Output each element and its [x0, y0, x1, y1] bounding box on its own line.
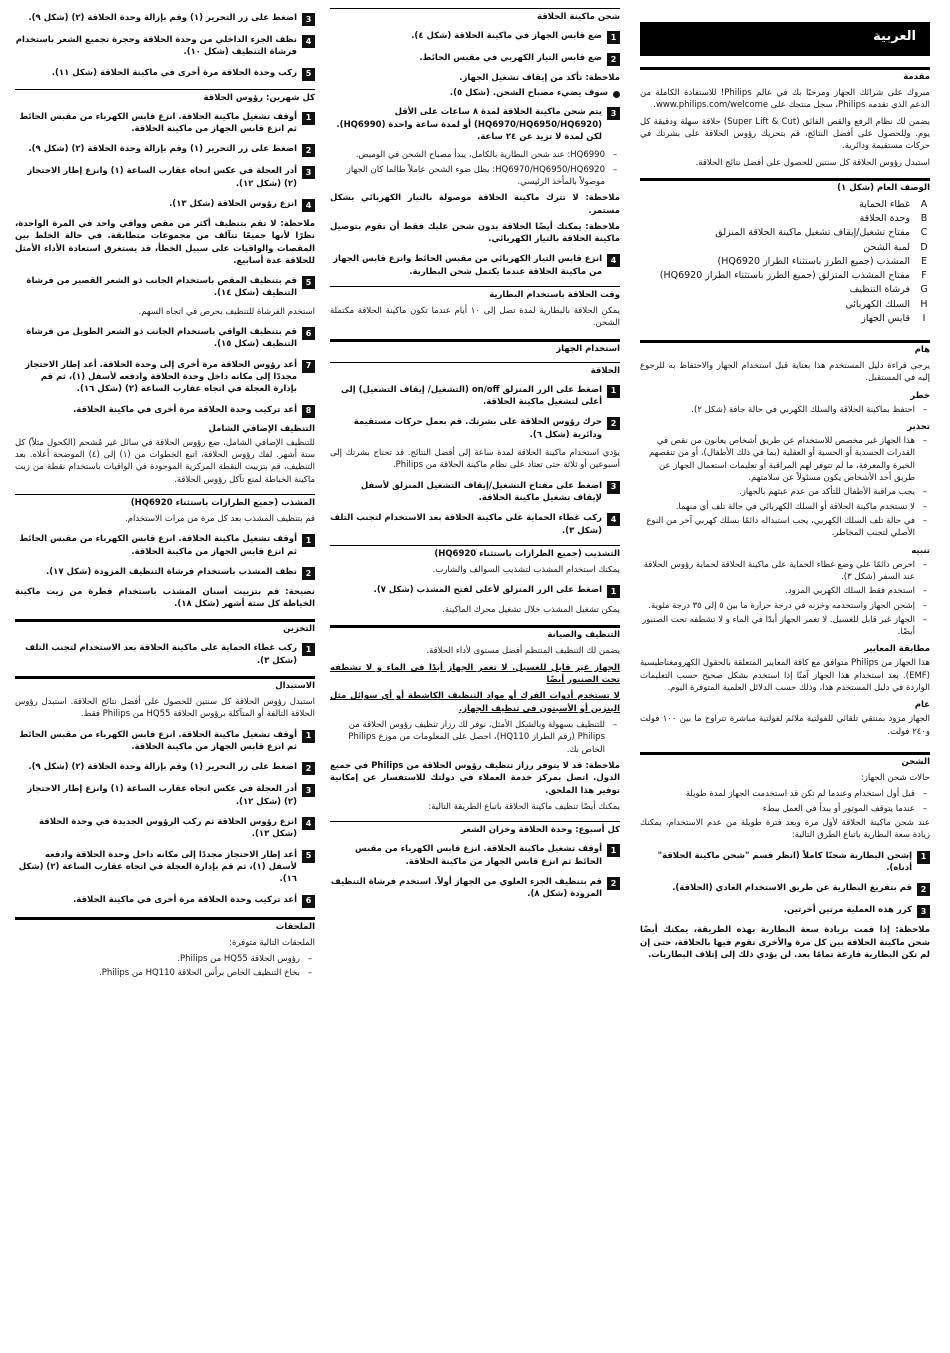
paragraph: عند شحن ماكينة الحلاقة لأول مرة وبعد فترة طويلة من عدم الاستخدام، يمكنك زيادة سعة البطارية باتباع الطرق التالية: [640, 817, 930, 841]
part-item [640, 269, 930, 283]
list-item: – للتنظيف بسهولة وبالشكل الأمثل، نوفر لك رزاز تنظيف رؤوس الحلاقة من Philips (رقم الطراز HQ110)، احصل على المعلومات من موزع Philips الخاص بك. [330, 719, 620, 756]
dash-icon: – [922, 501, 928, 512]
part-item [640, 298, 930, 312]
paragraph: استخدم الفرشاة للتنظيف بحرص في اتجاه السهم. [138, 306, 315, 317]
step: 1 إشحن البطارية شحنًا كاملاً (انظر قسم "شحن ماكينة الحلاقة" أدناه). [640, 850, 930, 875]
step: 7 أعد رؤوس الحلاقة مرة أخرى إلى وحدة الحلاقة. أعد إطار الاحتجاز مجددًا إلى مكانه داخل وحدة الحلاقة وادفعه لأسفل (١)، ثم قم بإدارة العجلة في اتجاه عقارب الساعة (٢) (شكل ١٦). [15, 359, 315, 396]
part-label: السلك الكهربائي [845, 298, 910, 310]
step-number: 1 [607, 844, 620, 857]
list-item: – الجهاز غير قابل للغسيل. لا تغمر الجهاز أبدًا في الماء و لا تشطفه تحت الصنبور أيضًا. [640, 614, 930, 639]
step: 2 قم بتنظيف الجزء العلوي من الجهاز أولاً. استخدم فرشاة التنظيف المزودة (شكل ٨). [330, 876, 620, 901]
step-number: 4 [302, 817, 315, 830]
step-number: 1 [302, 112, 315, 125]
part-letter: E [920, 255, 927, 267]
paragraph: الملحقات التالية متوفرة: [229, 937, 315, 948]
paragraph: حالات شحن الجهاز: [860, 773, 930, 783]
step-number: 2 [607, 53, 620, 66]
step: 5 ركب وحدة الحلاقة مرة أخرى في ماكينة الحلاقة (شكل ١١). [15, 67, 315, 81]
step-number: 5 [302, 68, 315, 81]
step: 1 أوقف تشغيل ماكينة الحلاقة. انزع قابس الكهرباء من مقبس الحائط ثم انزع قابس الجهاز من ماكينة الحلاقة. [15, 729, 315, 754]
step-number: 4 [302, 35, 315, 48]
section-heading: شحن ماكينة الحلاقة [330, 8, 620, 22]
step: 3 كرر هذه العملية مرتين أخرتين. [640, 904, 930, 918]
step-number: 3 [607, 107, 620, 120]
list-item: – بخاخ التنظيف الخاص برأس الحلاقة HQ110 من Philips. [15, 967, 315, 979]
step-number: 4 [302, 199, 315, 212]
part-letter: B [920, 213, 928, 225]
step: 6 قم بتنظيف الواقي باستخدام الجانب ذو الشعر الطويل من فرشاة التنظيف (شكل ١٥). [15, 326, 315, 351]
step: 2 حرك رؤوس الحلاقة على بشرتك. قم بعمل حركات مستقيمة ودائرية (شكل ٦). [330, 416, 620, 441]
step-number: 6 [302, 895, 315, 908]
subheading: تنبيه [911, 545, 930, 556]
section-heading: مقدمة [640, 67, 930, 82]
list-item: – قبل أول استخدام وعندما لم تكن قد استخدمت الجهاز لمدة طويلة [640, 788, 930, 800]
dash-icon: – [922, 487, 928, 498]
note: ملاحظة: قد لا يتوفر رزاز تنظيف رؤوس الحلاقة من Philips في جميع الدول. اتصل بمركز خدمة العملاء في دولتك للاستفسار عن إمكانية توفير هذا الملحق. [330, 760, 621, 796]
step: 1 أوقف تشغيل ماكينة الحلاقة. انزع قابس الكهرباء من مقبس الحائط ثم انزع قابس الجهاز من ماكينة الحلاقة. [330, 843, 620, 868]
list-item: – رؤوس الحلاقة HQ55 من Philips. [15, 953, 315, 965]
subsection-heading: التشذيب (جميع الطرازات باستثناء HQ6920) [330, 545, 620, 559]
bullet-icon [613, 91, 620, 98]
part-item [640, 198, 930, 212]
parts-list [640, 198, 930, 326]
note: ملاحظة: لا تقم بتنظيف أكثر من مقص وواقي واحد في المرة الواحدة، نظرًا لأنها جميعًا تتآلف من مجموعات متطابقة. في حالة الخلط بين المقصات والواقيات على سبيل الخطأ، قد يستغرق استعادة الأداء الأمثل للحلاقة عدة أسابيع. [15, 218, 315, 266]
paragraph: يؤدي استخدام ماكينة الحلاقة لمدة ساعة إلى أفضل النتائج. قد تحتاج بشرتك إلى أسبوعين أو ثلاثة حتى تعتاد على نظام ماكينة الحلاقة من Philips. [330, 447, 620, 471]
paragraph: الجهاز مزود بمنتقي تلقائي للفولتية ملائم لفولتية مباشرة تتراوح ما بين ١٠٠ فولت و٢٤٠ فولت. [640, 714, 930, 737]
note: ملاحظة: تأكد من إيقاف تشغيل الجهاز. [459, 73, 620, 83]
step-number: 1 [302, 534, 315, 547]
paragraph: يمكن الحلاقة بالبطارية لمدة تصل إلى ١٠ أيام عندما تكون ماكينة الحلاقة مكتملة الشحن. [330, 306, 620, 329]
step: 2 اضغط على زر التحرير (١) وقم بإزالة وحدة الحلاقة (٢) (شكل ٩). [15, 761, 315, 775]
column-1 [640, 0, 930, 1353]
part-label: المشذب (جميع الطرز باستثناء الطراز HQ6920) [717, 255, 910, 267]
step: 4 ركب غطاء الحماية على ماكينة الحلاقة بعد الاستخدام لتجنب التلف (شكل ٣). [330, 512, 620, 537]
step: 4 نظف الجزء الداخلي من وحدة الحلاقة وحجرة تجميع الشعر باستخدام فرشاة التنظيف (شكل ١٠). [15, 34, 315, 59]
step: 5 قم بتنظيف المقص باستخدام الجانب ذو الشعر القصير من فرشاة التنظيف (شكل ١٤). [15, 275, 315, 300]
step-number: 3 [917, 905, 930, 918]
column-3 [15, 0, 315, 1353]
subsection-heading: كل شهرين: رؤوس الحلاقة [15, 89, 315, 103]
paragraph: يمكنك أيضًا تنظيف ماكينة الحلاقة باتباع الطريقة التالية: [428, 801, 620, 812]
part-item [640, 212, 930, 226]
list-item: – احرص دائمًا على وضع غطاء الحماية على ماكينة الحلاقة لحماية رؤوس الحلاقة عند السفر (شكل ٣). [640, 559, 930, 584]
list-item: – HQ6970/HQ6950/HQ6920: يظل ضوء الشحن عاملاً طالما كان الجهاز موصولاً بالمأخذ الرئيسي. [330, 164, 620, 189]
step-number: 1 [302, 643, 315, 656]
step: 1 ضع قابس الجهاز في ماكينة الحلاقة (شكل ٤). [330, 30, 620, 44]
section-heading: الشحن [640, 752, 930, 767]
dash-icon: – [922, 600, 928, 611]
step: 1 أوقف تشغيل ماكينة الحلاقة. انزع قابس الكهرباء من مقبس الحائط ثم انزع قابس الجهاز من ماكينة الحلاقة. [15, 533, 315, 558]
step: 3 اضغط على زر التحرير (١) وقم بإزالة وحدة الحلاقة (٢) (شكل ٩). [15, 12, 315, 26]
paragraph: يرجى قراءة دليل المستخدم هذا بعناية قبل استخدام الجهاز والاحتفاظ به للرجوع إليه في المستقبل. [640, 361, 930, 384]
step-number: 4 [607, 513, 620, 526]
step: 4 انزع رؤوس الحلاقة (شكل ١٣). [15, 198, 315, 212]
step-number: 3 [302, 13, 315, 26]
part-letter: H [920, 298, 928, 310]
subsection-heading: كل أسبوع: وحدة الحلاقة وخزان الشعر [330, 821, 620, 835]
part-item [640, 312, 930, 326]
step-number: 8 [302, 405, 315, 418]
subheading: تحذير [907, 422, 930, 433]
step-number: 5 [302, 850, 315, 863]
note: ملاحظة: يمكنك أيضًا الحلاقة بدون شحن عليك فقط أن تقوم بتوصيل ماكينة الحلاقة بالتيار الكهربائي. [330, 221, 620, 245]
dash-icon: – [612, 720, 618, 730]
warning-text: الجهاز غير قابل للغسيل. لا تغمر الجهاز أبدًا في الماء و لا تشطفه تحت الصنبور أيضًا [330, 662, 620, 686]
step-number: 1 [607, 31, 620, 44]
dash-icon: – [922, 404, 928, 415]
column-2 [330, 0, 620, 1353]
dash-icon: – [922, 559, 928, 570]
step-number: 2 [302, 567, 315, 580]
list-item: – احتفظ بماكينة الحلاقة والسلك الكهربي في حالة جافة (شكل ٢). [640, 404, 930, 416]
step: 4 انزع قابس التيار الكهربائي من مقبس الحائط وانزع قابس الجهاز من ماكينة الحلاقة عندما يكتمل شحن البطارية. [330, 253, 620, 278]
step: 1 أوقف تشغيل ماكينة الحلاقة. انزع قابس الكهرباء من مقبس الحائط ثم انزع قابس الجهاز من ماكينة الحلاقة. [15, 111, 315, 136]
subheading: مطابقة المعايير [864, 644, 930, 655]
step-number: 1 [607, 385, 620, 398]
part-item [640, 226, 930, 240]
step: 2 اضغط على زر التحرير (١) وقم بإزالة وحدة الحلاقة (٢) (شكل ٩). [15, 143, 315, 157]
section-heading: هام [640, 340, 930, 355]
subheading: عام [914, 700, 930, 711]
step-number: 7 [302, 360, 315, 373]
list-item: – في حالة تلف السلك الكهربي، يجب استبداله دائمًا بسلك كهربي آخر من النوع الأصلي لتجنب المخاطر. [640, 515, 930, 540]
subsection-heading: المشذب (جميع الطرازات باستثناء HQ6920) [15, 494, 315, 508]
step: 6 أعد تركيب وحدة الحلاقة مرة أخرى في ماكينة الحلاقة. [15, 894, 315, 908]
section-heading: الاستبدال [15, 676, 315, 691]
part-letter: G [920, 284, 928, 296]
dash-icon: – [307, 968, 313, 979]
tip: نصيحة: قم بتزييت أسنان المشذب باستخدام قطرة من زيت ماكينة الخياطة كل ستة أشهر (شكل ١٨). [15, 586, 315, 610]
part-label: وحدة الحلاقة [859, 213, 910, 225]
step-number: 2 [302, 762, 315, 775]
section-heading: استخدام الجهاز [330, 339, 620, 354]
dash-icon: – [922, 789, 928, 800]
dash-icon: – [612, 164, 618, 175]
section-heading: التخزين [15, 619, 315, 634]
step-number: 6 [302, 327, 315, 340]
part-item [640, 241, 930, 255]
list-item: – لا تستخدم ماكينة الحلاقة أو السلك الكهربائي في حالة تلف أي منهما. [640, 501, 930, 513]
subheading: خطر [910, 390, 930, 401]
intro-paragraph: يضمن لك نظام الرفع والقص الفائق (Super Lift & Cut) حلاقة سهلة ودقيقة كل يوم. وللحصول على أفضل النتائج، قم بتحريك رؤوس الحلاقة على بشرتك في حركات مستقيمة ودائرية. [640, 116, 930, 152]
step: 2 قم بتفريغ البطارية عن طريق الاستخدام العادي (الحلاقة). [640, 882, 930, 896]
step-number: 3 [302, 166, 315, 179]
bullet-item: سوف يضيء مصباح الشحن. (شكل ٥). [330, 88, 620, 98]
paragraph: قم بتنظيف المشذب بعد كل مرة من مرات الاستخدام. [125, 513, 315, 524]
step: 2 نظف المشذب باستخدام فرشاة التنظيف المزودة (شكل ١٧). [15, 566, 315, 580]
part-label: مفتاح تشغيل/إيقاف تشغيل ماكينة الحلاقة المنزلق [715, 227, 910, 239]
dash-icon: – [922, 515, 928, 526]
part-label: غطاء الحماية [859, 198, 910, 210]
step: 1 اضغط على الزر المنزلق on/off (التشغيل/ إيقاف التشغيل) إلى أعلى لتشغيل ماكينة الحلاقة. [330, 384, 620, 409]
step: 4 انزع رؤوس الحلاقة ثم ركب الرؤوس الجديدة في وحدة الحلاقة (شكل ١٣). [15, 816, 315, 841]
step: 1 ركب غطاء الحماية على ماكينة الحلاقة بعد الاستخدام لتجنب التلف (شكل ٣). [15, 642, 315, 667]
part-label: فرشاة التنظيف [849, 284, 910, 296]
dash-icon: – [922, 586, 928, 597]
dash-icon: – [922, 614, 928, 625]
section-heading: الوصف العام (شكل ١) [640, 178, 930, 193]
note: ملاحظة: إذا قمت بزيادة سعة البطارية بهذه الطريقة، يمكنك أيضًا شحن ماكينة الحلاقة بين كل مرة والأخرى تقوم فيها بالحلاقة، حتى إن لم تكن البطارية فارغة تمامًا بعد. لن يؤدي ذلك إلى إتلاف البطاريات. [640, 925, 930, 960]
part-item [640, 255, 930, 269]
list-item: – عندما يتوقف الموتور أو يبدأ في العمل ببطء [640, 803, 930, 815]
paragraph: يضمن لك التنظيف المنتظم أفضل مستوى لأداء الحلاقة. [426, 646, 620, 657]
section-heading: وقت الحلاقة باستخدام البطارية [330, 286, 620, 300]
dash-icon: – [307, 953, 313, 964]
part-label: قابس الجهاز [861, 312, 910, 324]
dash-icon: – [922, 803, 928, 814]
step: 3 أدر العجلة في عكس اتجاه عقارب الساعة (١) وانزع إطار الاحتجاز (٢) (شكل ١٢). [15, 783, 315, 808]
part-label: لمبة الشحن [863, 241, 910, 253]
paragraph: يمكنك استخدام المشذب لتشذيب السوالف والشارب. [432, 564, 620, 575]
section-heading: التنظيف والصيانة [330, 625, 620, 640]
list-item: – HQ6990: عند شحن البطارية بالكامل، يبدأ مصباح الشحن في الوميض. [330, 149, 620, 161]
part-letter: F [921, 270, 927, 282]
list-item: – هذا الجهاز غير مخصص للاستخدام عن طريق أشخاص يعانون من نقص في القدرات الجسدية أو الحسية أو العقلية (بما في ذلك الأطفال)، أو من تنقصهم الخبرة والمعرفة، ما لم تتوفر لهم المراقبة أو تعليمات استعمال الجهاز عن طريق أحد الأشخاص يكون مسئولاً عن سلامتهم. [640, 435, 930, 484]
part-letter: C [920, 227, 928, 239]
step-number: 3 [302, 784, 315, 797]
step: 8 أعد تركيب وحدة الحلاقة مرة أخرى في ماكينة الحلاقة. [15, 404, 315, 418]
step: 5 أعد إطار الاحتجاز مجددًا إلى مكانه داخل وحدة الحلاقة وادفعه لأسفل (١)، ثم قم بإدارة العجلة في اتجاه عقارب الساعة (٢) (شكل ١٦). [15, 849, 315, 886]
paragraph: يمكن تشغيل المشذب خلال تشغيل محرك الماكينة. [442, 605, 620, 616]
paragraph: للتنظيف الإضافي الشامل، ضع رؤوس الحلاقة في سائل غير مُشحم (الكحول مثلاً) كل ستة أشهر. لفك رؤوس الحلاقة، اتبع الخطوات من (١) إلى (٤) الموضحة أعلاه. بعد التنظيف، قم بتزييت النقطة المركزية الموجودة في الواقيات باستخدام نقطة من زيت ماكينة الخياطة لمنع تآكل رؤوس الحلاقة. [15, 437, 316, 485]
step: 1 اضغط على الزر المنزلق لأعلى لفتح المشذب (شكل ٧). [330, 584, 620, 598]
part-item [640, 283, 930, 297]
step-number: 1 [917, 851, 930, 864]
step-number: 3 [607, 481, 620, 494]
list-item: – إشحن الجهاز واستخدمه وخزنه في درجة حرارة ما بين ٥ إلى ٣٥ درجة مئوية. [640, 600, 930, 612]
intro-paragraph: استبدل رؤوس الحلاقة كل سنتين للحصول على أفضل نتائج الحلاقة. [695, 157, 930, 168]
part-label: مفتاح المشذب المنزلق (جميع الطرز باستثناء الطراز HQ6920) [659, 270, 910, 282]
step-number: 2 [607, 417, 620, 430]
intro-paragraph: مبروك على شرائك الجهاز ومرحبًا بك في عالم Philips! للاستفادة الكاملة من الدعم الذي تقدمه Philips، سجل منتجك على www.philips.com/welcome. [640, 88, 930, 111]
part-letter: I [922, 312, 926, 324]
note: ملاحظة: لا تترك ماكينة الحلاقة موصولة بالتيار الكهربائي بشكل مستمر. [330, 193, 620, 216]
step-number: 5 [302, 276, 315, 289]
paragraph: استبدل رؤوس الحلاقة كل سنتين للحصول على أفضل نتائج الحلاقة. استبدل رؤوس الحلاقة التالفة أو المتآكلة برؤوس الحلاقة HQ55 من Philips فقط. [15, 697, 315, 720]
step: 3 اضغط على مفتاح التشغيل/إيقاف التشغيل المنزلق لأسفل لإيقاف تشغيل ماكينة الحلاقة. [330, 480, 620, 505]
paragraph: هذا الجهاز من Philips متوافق مع كافة المعايير المتعلقة بالحقول الكهرومغناطيسية (EMF). يعد استخدام هذا الجهاز آمنًا إذا استخدم بشكل صحيح حسب التعليمات الواردة في دليل المستخدم هذا، وذلك حسب الدلائل العلمية المتوفرة اليوم. [640, 658, 930, 694]
list-item: – استخدم فقط السلك الكهربي المزود. [640, 585, 930, 597]
step-number: 1 [607, 585, 620, 598]
dash-icon: – [922, 436, 928, 447]
dash-icon: – [612, 150, 618, 161]
step-number: 2 [302, 144, 315, 157]
step: 3 أدر العجلة في عكس اتجاه عقارب الساعة (١) وانزع إطار الاحتجاز (٢) (شكل ١٢). [15, 165, 315, 190]
part-letter: D [920, 241, 928, 253]
language-banner: العربية [640, 22, 930, 56]
subheading: التنظيف الإضافي الشامل [208, 423, 315, 434]
list-item: – يجب مراقبة الأطفال للتأكد من عدم عبثهم بالجهاز. [640, 486, 930, 498]
step: 2 ضع قابس التيار الكهربي في مقبس الحائط. [330, 52, 620, 66]
section-heading: الملحقات [15, 917, 315, 932]
step-number: 2 [607, 877, 620, 890]
warning-text: لا تستخدم أدوات الفرك أو مواد التنظيف الكاشطة أو أي سوائل مثل البنزين أو الأسيتون في تنظيف الجهاز. [330, 691, 620, 714]
step-number: 2 [917, 883, 930, 896]
step: 3 يتم شحن ماكينة الحلاقة لمدة ٨ ساعات على الأقل (HQ6970/HQ6950/HQ6920) أو لمدة ساعة واحدة (HQ6990). لكن لمدة لا تزيد عن ٢٤ ساعة. [330, 106, 620, 143]
step-number: 4 [607, 254, 620, 267]
step-number: 1 [302, 730, 315, 743]
part-letter: A [920, 198, 928, 210]
subsection-heading: الحلاقة [330, 362, 620, 376]
